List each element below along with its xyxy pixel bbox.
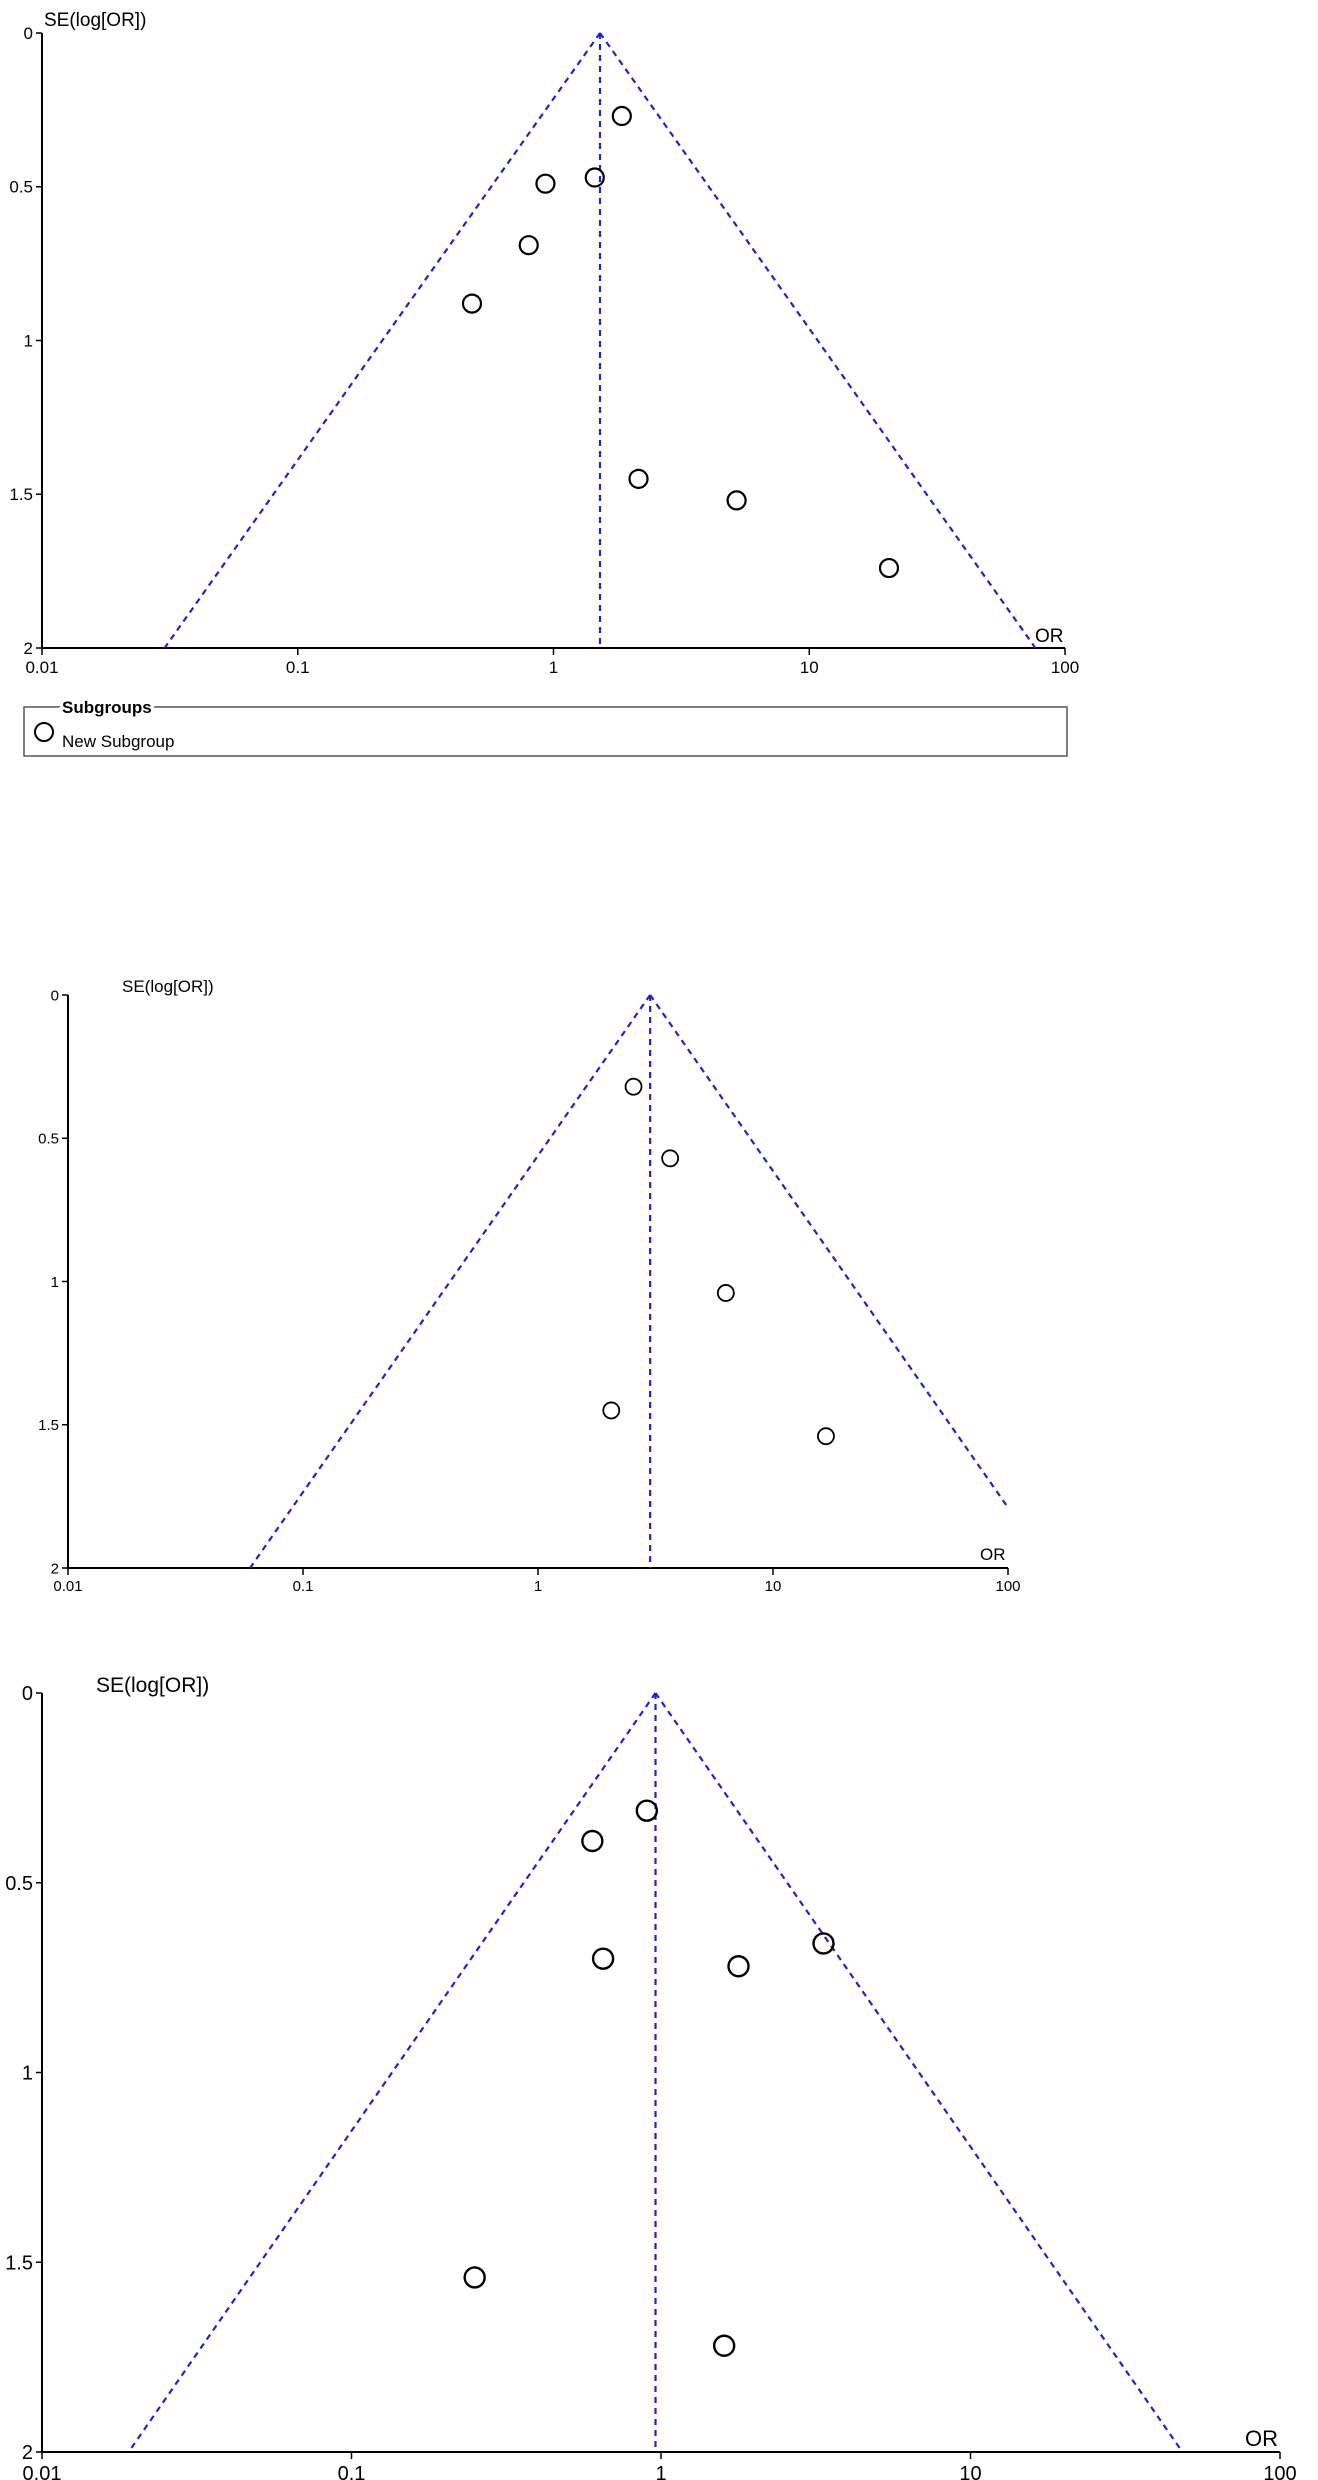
chart-2-x-tick-label: 100	[995, 1578, 1021, 1595]
chart-1-y-ticks	[9, 24, 42, 658]
chart-1-funnel-right-boundary	[600, 33, 1035, 648]
chart-1-y-axis-label: SE(log[OR])	[44, 10, 147, 31]
chart-2-points	[603, 1079, 834, 1445]
chart-3-study-point	[637, 1801, 657, 1821]
funnel-plot-2	[38, 977, 1020, 1595]
chart-3-y-tick-label: 2	[21, 2442, 33, 2464]
chart-1-y-tick-label: 0	[23, 23, 33, 43]
chart-2-axes	[68, 995, 1008, 1568]
chart-2-y-axis-label: SE(log[OR])	[122, 977, 214, 996]
chart-3-x-tick-label: 1	[655, 2463, 667, 2480]
chart-1-x-tick-label: 10	[799, 658, 819, 677]
chart-2-study-point	[662, 1150, 678, 1166]
chart-1-axes	[42, 33, 1065, 648]
chart-3-y-tick-label: 0	[21, 1683, 33, 1705]
chart-3-study-point	[465, 2267, 485, 2287]
chart-3-x-tick-label: 0.01	[22, 2463, 62, 2480]
chart-2-y-tick-label: 2	[50, 1560, 59, 1578]
chart-2-x-tick-label: 10	[764, 1578, 782, 1595]
chart-1-study-point	[880, 559, 898, 577]
chart-2-y-ticks	[38, 987, 68, 1577]
chart-3-y-ticks	[5, 1683, 42, 2464]
chart-2-x-tick-label: 0.1	[292, 1578, 314, 1595]
chart-3-points	[465, 1801, 834, 2356]
chart-2-y-tick-label: 0.5	[38, 1130, 59, 1148]
chart-1-funnel-left-boundary	[165, 33, 600, 648]
chart-3-y-tick-label: 1.5	[5, 2252, 33, 2275]
chart-1-funnel	[165, 33, 1036, 648]
chart-3-study-point	[714, 2336, 734, 2356]
chart-2-funnel-right-boundary	[650, 995, 1008, 1508]
chart-1-x-tick-label: 0.1	[285, 658, 310, 677]
chart-1-legend-title: Subgroups	[62, 698, 152, 717]
chart-2-y-tick-label: 1	[50, 1273, 59, 1291]
chart-2-y-tick-label: 1.5	[38, 1417, 59, 1434]
chart-1-x-tick-label: 100	[1050, 658, 1080, 677]
chart-3-x-ticks	[23, 2452, 1297, 2480]
chart-2-study-point	[603, 1402, 619, 1418]
chart-2-x-tick-label: 1	[533, 1578, 543, 1595]
chart-3-x-tick-label: 100	[1263, 2463, 1297, 2480]
chart-3-study-point	[814, 1933, 834, 1953]
chart-1-y-tick-label: 1.5	[9, 485, 33, 505]
chart-2-x-axis-label: OR	[980, 1545, 1006, 1564]
funnel-plot-1	[9, 10, 1079, 756]
chart-2-study-point	[818, 1428, 834, 1444]
chart-1-study-point	[520, 236, 538, 254]
funnel-plot-3	[5, 1674, 1297, 2480]
chart-3-study-point	[582, 1831, 602, 1851]
chart-1-study-point	[613, 107, 631, 125]
chart-2-funnel-left-boundary	[250, 995, 650, 1568]
chart-3-funnel-right-boundary	[656, 1693, 1183, 2452]
chart-3-x-tick-label: 10	[959, 2463, 982, 2480]
chart-1-x-tick-label: 0.01	[25, 658, 59, 677]
chart-1-study-point	[536, 175, 554, 193]
chart-1-legend-item: New Subgroup	[62, 732, 175, 751]
chart-1-y-tick-label: 2	[23, 638, 33, 658]
chart-3-axes	[42, 1693, 1280, 2452]
chart-1-points	[463, 107, 898, 577]
chart-3-study-point	[729, 1956, 749, 1976]
chart-1-legend	[24, 698, 1067, 756]
chart-1-study-point	[728, 491, 746, 509]
chart-1-x-ticks	[25, 648, 1079, 677]
chart-2-y-tick-label: 0	[50, 987, 59, 1005]
chart-3-study-point	[593, 1949, 613, 1969]
chart-2-x-ticks	[53, 1568, 1020, 1595]
chart-1-study-point	[630, 470, 648, 488]
chart-1-study-point	[463, 295, 481, 313]
chart-2-study-point	[626, 1079, 642, 1095]
chart-3-x-tick-label: 0.1	[337, 2463, 366, 2480]
chart-2-x-tick-label: 0.01	[53, 1578, 83, 1595]
chart-3-funnel-left-boundary	[129, 1693, 656, 2452]
chart-3-y-axis-label: SE(log[OR])	[96, 1674, 210, 1697]
chart-1-y-tick-label: 0.5	[9, 177, 33, 197]
chart-1-y-tick-label: 1	[23, 331, 33, 351]
chart-1-legend-marker	[35, 723, 53, 741]
chart-1-x-tick-label: 1	[548, 658, 559, 677]
chart-1-legend-box	[24, 707, 1067, 756]
chart-1-x-axis-label: OR	[1035, 626, 1064, 647]
chart-2-study-point	[718, 1285, 734, 1301]
chart-3-y-tick-label: 0.5	[5, 1872, 33, 1895]
chart-3-x-axis-label: OR	[1245, 2426, 1278, 2451]
chart-3-y-tick-label: 1	[21, 2062, 33, 2085]
